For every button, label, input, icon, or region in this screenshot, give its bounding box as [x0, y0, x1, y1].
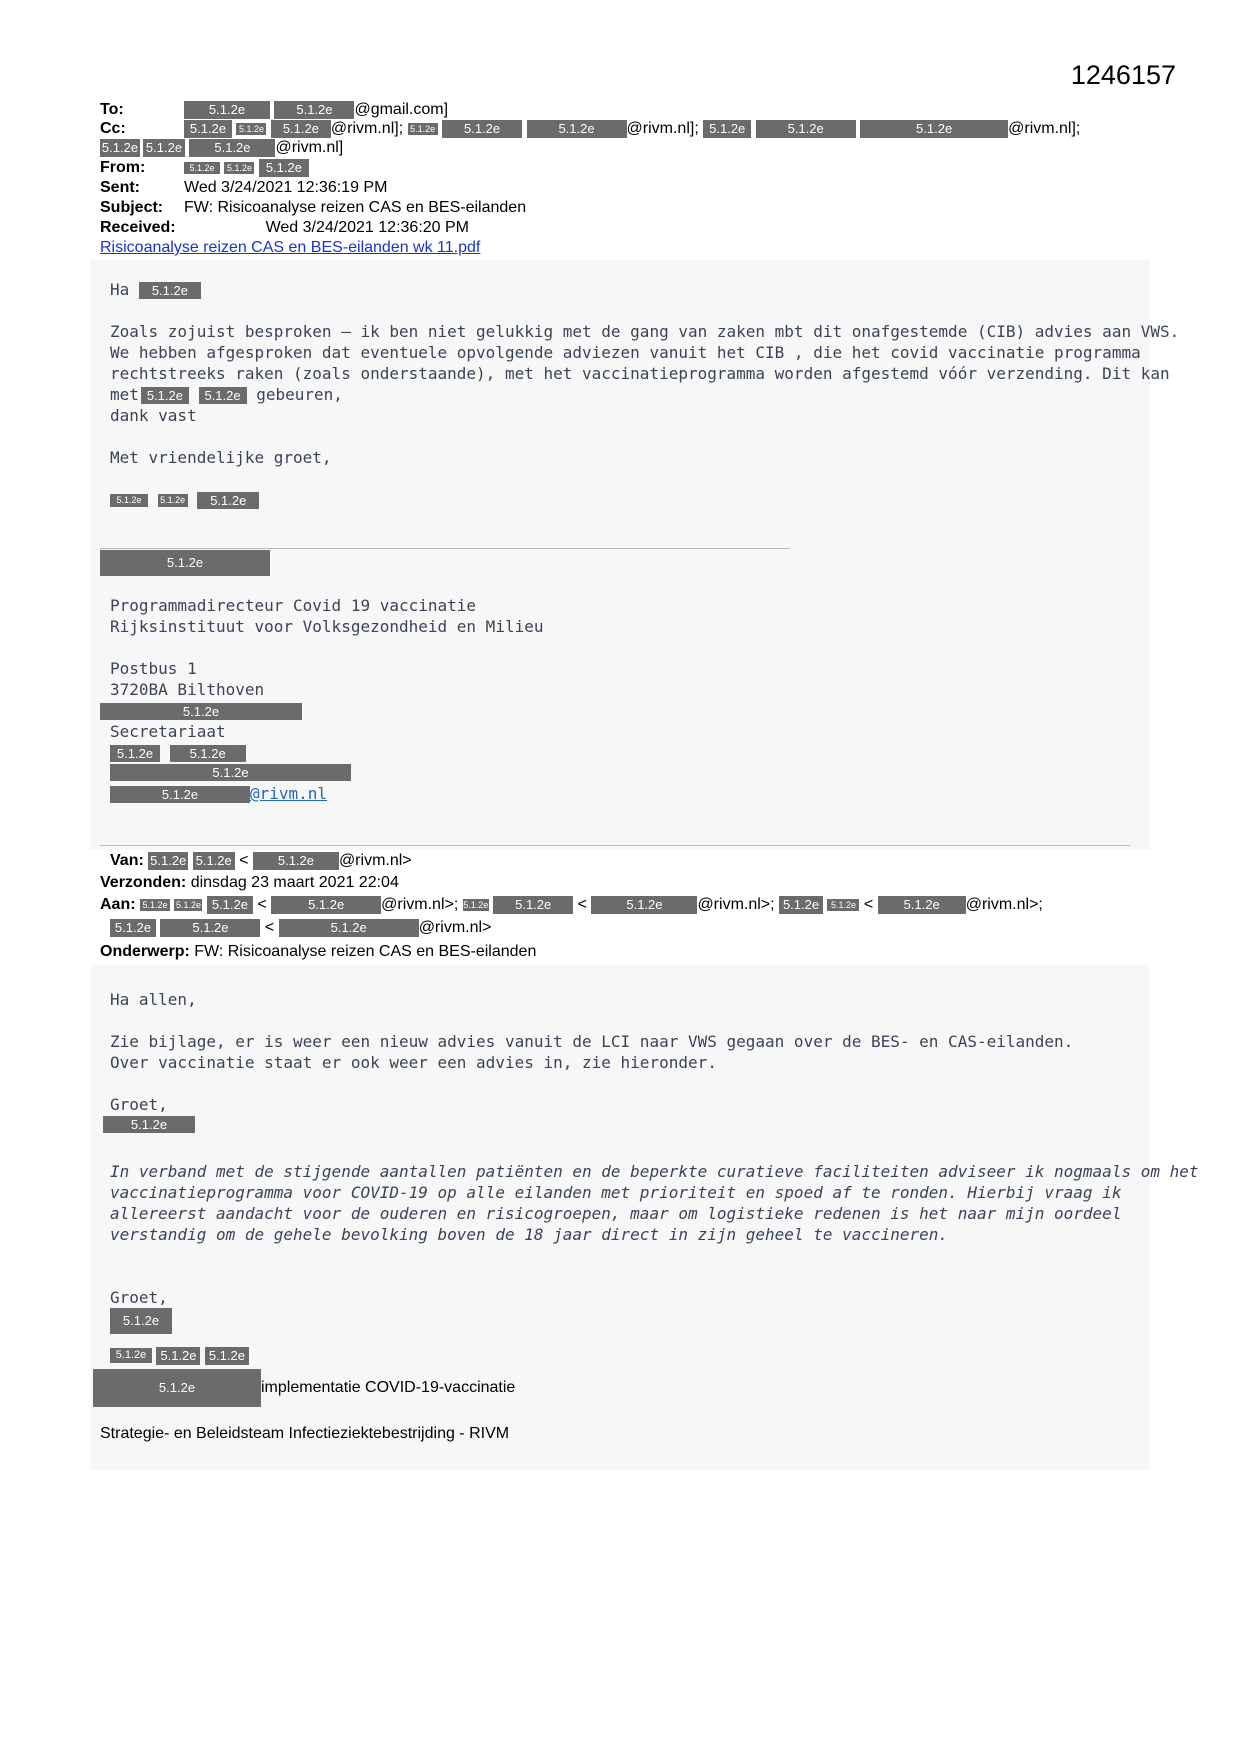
- redaction: 5.1.2e: [93, 1369, 261, 1407]
- forward-sender-2: [110, 1308, 172, 1334]
- sent-label: Sent:: [100, 179, 140, 196]
- signature-redactions: [110, 490, 259, 509]
- redaction: 5.1.2e: [184, 120, 232, 138]
- van-label: Van:: [110, 852, 144, 870]
- aan-row: Aan: 5.1.2e 5.1.2e 5.1.2e < 5.1.2e @rivm.nl>; 5.1.2e 5.1.2e < 5.1.2e @rivm.nl>; 5.1.2e 5.1.2e < 5.1.2e @rivm.nl>;: [100, 896, 1043, 914]
- signature-postbus: Postbus 1: [110, 659, 197, 678]
- aan-row-2: 5.1.2e 5.1.2e < 5.1.2e @rivm.nl>: [110, 919, 491, 937]
- redaction: 5.1.2e: [110, 1348, 152, 1363]
- cc-email-domain: @rivm.nl]: [275, 139, 344, 157]
- redaction: 5.1.2e: [205, 1347, 249, 1365]
- onderwerp-row: [100, 943, 536, 961]
- redaction: 5.1.2e: [184, 101, 270, 119]
- cc-email-domain: @rivm.nl];: [626, 120, 699, 138]
- redaction: 5.1.2e: [101, 140, 139, 155]
- aan-email: @rivm.nl>;: [965, 896, 1043, 914]
- body-line-4: [110, 385, 343, 404]
- redaction: 5.1.2e: [160, 919, 260, 937]
- redaction: 5.1.2e: [156, 1347, 200, 1365]
- attachment-link[interactable]: Risicoanalyse reizen CAS en BES-eilanden wk 11.pdf: [100, 239, 481, 256]
- redaction: 5.1.2e: [236, 123, 266, 135]
- van-row: Van: 5.1.2e 5.1.2e < 5.1.2e @rivm.nl>: [110, 852, 412, 870]
- document-id: 1246157: [1070, 60, 1176, 90]
- forward-line-2: Over vaccinatie staat er ook weer een advies in, zie hieronder.: [110, 1053, 717, 1072]
- greeting: [110, 280, 201, 299]
- verzonden-value: dinsdag 23 maart 2021 22:04: [190, 874, 399, 891]
- redaction: 5.1.2e: [271, 120, 331, 138]
- forward-groet-2: Groet,: [110, 1288, 168, 1307]
- signature-email: [110, 784, 327, 803]
- redaction: 5.1.2e: [175, 899, 201, 910]
- forward-separator: [100, 845, 1130, 846]
- redaction: 5.1.2e: [100, 550, 270, 576]
- cc-email-domain: @rivm.nl];: [1008, 120, 1081, 138]
- forward-line-1: Zie bijlage, er is weer een nieuw advies vanuit de LCI naar VWS gegaan over de BES- en CAS-eilanden.: [110, 1032, 1074, 1051]
- redaction: 5.1.2e: [197, 492, 259, 510]
- quote-line-2: vaccinatieprogramma voor COVID-19 op alle eilanden met prioriteit en spoed af te ronden. Hierbij vraag ik: [110, 1183, 1122, 1202]
- redaction: 5.1.2e: [408, 123, 438, 135]
- to-label: To:: [100, 101, 124, 119]
- signature-secretariaat-contact: [110, 743, 246, 762]
- redaction: 5.1.2e: [279, 919, 419, 937]
- signature-name: [100, 550, 270, 576]
- onderwerp-label: Onderwerp:: [100, 943, 190, 960]
- from-label: From:: [100, 159, 146, 177]
- redaction: 5.1.2e: [141, 387, 189, 405]
- redaction: 5.1.2e: [860, 120, 1008, 138]
- cc-label: Cc:: [100, 120, 126, 138]
- greeting-text: Ha: [110, 280, 130, 299]
- redaction: 5.1.2e: [110, 745, 160, 763]
- signature-institute: Rijksinstituut voor Volksgezondheid en Milieu: [110, 617, 544, 636]
- subject-row: [100, 199, 526, 217]
- forward-sig-role-text: implementatie COVID-19-vaccinatie: [261, 1378, 516, 1396]
- signature-city: 3720BA Bilthoven: [110, 680, 265, 699]
- gebeuren-text: gebeuren,: [256, 385, 343, 404]
- signature-secretariaat: Secretariaat: [110, 722, 226, 741]
- redaction: 5.1.2e: [703, 120, 751, 138]
- received-row: [100, 219, 469, 237]
- redaction: 5.1.2e: [110, 764, 351, 782]
- subject-label: Subject:: [100, 199, 164, 216]
- redaction: 5.1.2e: [878, 896, 966, 914]
- forward-groet: Groet,: [110, 1095, 168, 1114]
- signature-role: Programmadirecteur Covid 19 vaccinatie: [110, 596, 477, 615]
- redaction: 5.1.2e: [591, 896, 697, 914]
- redaction: 5.1.2e: [110, 494, 148, 506]
- quote-line-4: verstandig om de gehele bevolking boven de 18 jaar direct in zijn geheel te vaccineren.: [110, 1225, 949, 1244]
- signature-secretariaat-contact-2: [110, 762, 351, 781]
- redaction: 5.1.2e: [139, 282, 201, 300]
- aan-email: @rivm.nl>;: [381, 896, 459, 914]
- to-email-domain: @gmail.com]: [354, 101, 449, 119]
- redaction: 5.1.2e: [110, 919, 156, 937]
- redaction: 5.1.2e: [143, 139, 185, 157]
- redaction: 5.1.2e: [274, 101, 354, 119]
- subject-value: FW: Risicoanalyse reizen CAS en BES-eilanden: [184, 199, 527, 216]
- signature-separator: [100, 548, 790, 549]
- quote-line-3: allereerst aandacht voor de ouderen en risicogroepen, maar om logistieke redenen is het naar mijn oordeel: [110, 1204, 1122, 1223]
- forward-sig-role: [93, 1369, 515, 1407]
- cc-row: [100, 120, 1080, 138]
- redaction: 5.1.2e: [253, 852, 339, 870]
- redaction: 5.1.2e: [527, 120, 627, 138]
- redaction: 5.1.2e: [493, 896, 573, 914]
- redaction: 5.1.2e: [827, 899, 859, 911]
- redaction: 5.1.2e: [110, 786, 250, 804]
- redaction: 5.1.2e: [150, 853, 187, 868]
- sent-value: Wed 3/24/2021 12:36:19 PM: [184, 179, 388, 196]
- redaction: 5.1.2e: [199, 387, 247, 405]
- forward-sig-redactions: [110, 1347, 249, 1365]
- redaction: 5.1.2e: [442, 120, 522, 138]
- redaction: 5.1.2e: [463, 899, 489, 910]
- signature-email-link[interactable]: @rivm.nl: [250, 784, 328, 803]
- redaction: 5.1.2e: [756, 120, 856, 138]
- met-text: met: [110, 385, 139, 404]
- redaction: 5.1.2e: [110, 1308, 172, 1334]
- signature-phone: [100, 701, 302, 720]
- forward-sender: [103, 1114, 195, 1133]
- redaction: 5.1.2e: [779, 896, 823, 914]
- aan-email: @rivm.nl>: [418, 919, 492, 937]
- redaction: 5.1.2e: [189, 139, 275, 157]
- dank-line: dank vast: [110, 406, 197, 425]
- van-email: @rivm.nl>: [338, 852, 412, 870]
- cc-row-2: [100, 139, 343, 157]
- redaction: 5.1.2e: [259, 159, 309, 177]
- verzonden-label: Verzonden:: [100, 874, 187, 891]
- to-row: [100, 101, 448, 119]
- redaction: 5.1.2e: [103, 1116, 195, 1134]
- onderwerp-value: FW: Risicoanalyse reizen CAS en BES-eilanden: [194, 943, 537, 960]
- redaction: 5.1.2e: [100, 703, 302, 721]
- redaction: 5.1.2e: [184, 162, 220, 174]
- redaction: 5.1.2e: [224, 162, 254, 174]
- aan-email: @rivm.nl>;: [697, 896, 775, 914]
- forward-sig-team: Strategie- en Beleidsteam Infectieziektebestrijding - RIVM: [100, 1425, 510, 1442]
- redaction: 5.1.2e: [207, 896, 253, 914]
- verzonden-row: [100, 874, 399, 892]
- received-label: Received:: [100, 219, 176, 236]
- cc-email-domain: @rivm.nl];: [330, 120, 404, 138]
- sent-row: [100, 179, 387, 197]
- from-row: [100, 159, 309, 177]
- quote-line-1: In verband met de stijgende aantallen patiënten en de beperkte curatieve faciliteiten adviseer ik nogmaals om het: [110, 1162, 1199, 1181]
- received-value: Wed 3/24/2021 12:36:20 PM: [265, 219, 469, 236]
- aan-label: Aan:: [100, 896, 136, 914]
- redaction: 5.1.2e: [271, 896, 381, 914]
- redaction: 5.1.2e: [158, 494, 188, 506]
- redaction: 5.1.2e: [140, 899, 170, 911]
- forward-greeting: Ha allen,: [110, 990, 197, 1009]
- body-line-3: rechtstreeks raken (zoals onderstaande), met het vaccinatieprogramma worden afgestemd vóór verzending. Dit kan: [110, 364, 1170, 383]
- body-line-1: Zoals zojuist besproken – ik ben niet gelukkig met de gang van zaken mbt dit onafgestemde (CIB) advies aan VWS.: [110, 322, 1180, 341]
- attachment-row: [100, 239, 480, 257]
- redaction: 5.1.2e: [170, 745, 246, 763]
- body-line-2: We hebben afgesproken dat eventuele opvolgende adviezen vanuit het CIB , die het covid vaccinatie programma: [110, 343, 1141, 362]
- redaction: 5.1.2e: [193, 852, 235, 870]
- closing: Met vriendelijke groet,: [110, 448, 332, 467]
